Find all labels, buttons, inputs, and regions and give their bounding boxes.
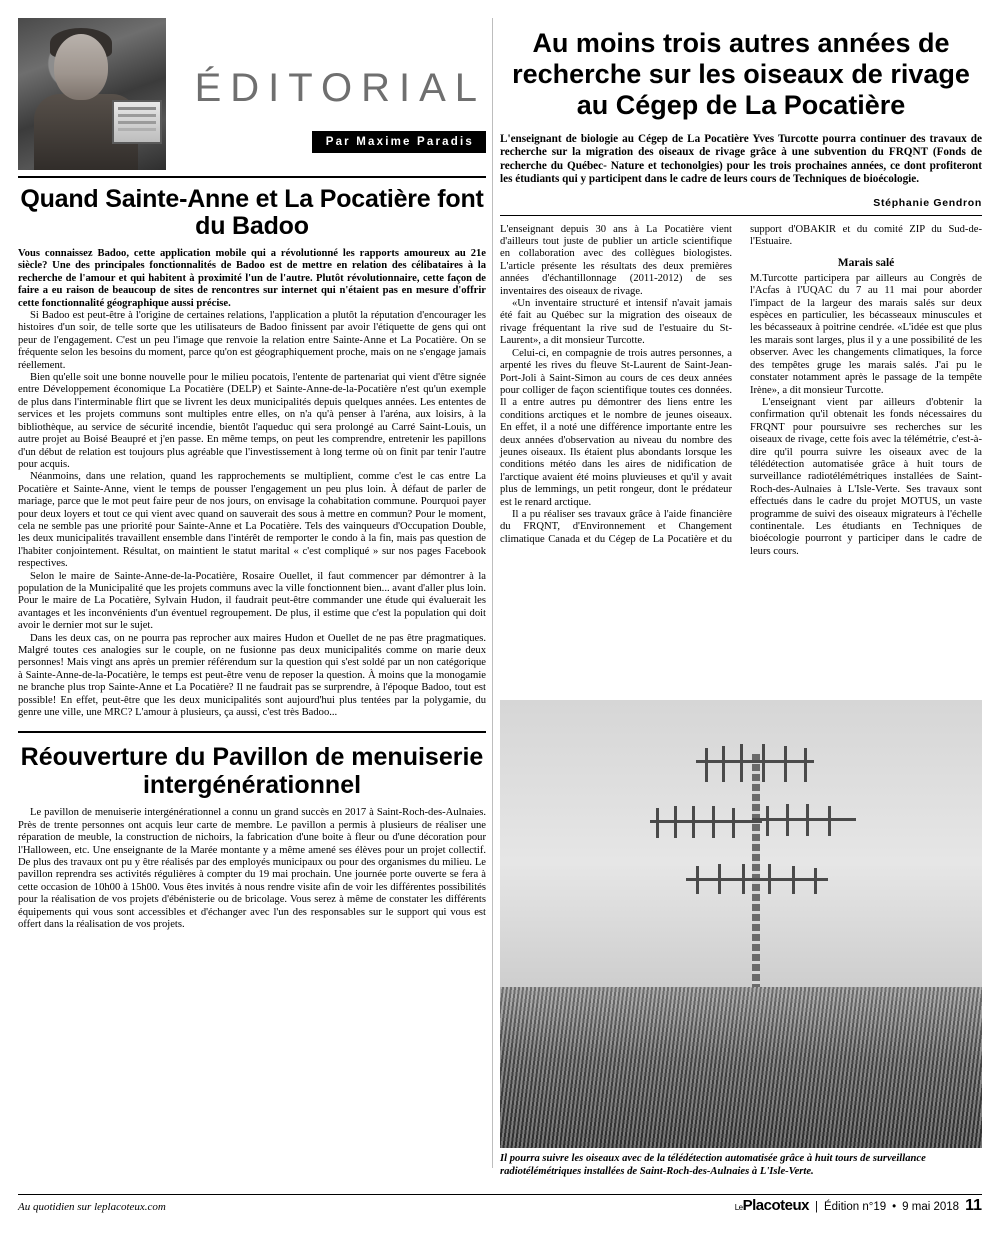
footer-edition: Édition n°19	[823, 1201, 887, 1213]
secondary-body	[18, 807, 486, 931]
columnist-photo	[18, 18, 166, 170]
editorial-paragraph: Dans les deux cas, on ne pourra pas reprocher aux maires Hudon et Ouellet de ne pas être pragmatiques. Malgré toutes ces analogies sur le couple, on ne fusionne pas deux municipalités comme on marie deux personnes! Mais vingt ans après un premier référendum sur la question qui s'est soldé par un non catégorique à Sainte-Anne-de-la-Pocatière, le temps est peut-être venu de reposer la question. À moins que la monogamie ne branche plus trop Sainte-Anne et La Pocatière? Il ne faudrait pas se surprendre, à l'époque Badoo, tout est possible! En effet, peut-être que les deux municipalités sont aujourd'hui plus tentées par la polygamie, du genre une ville, une MRC? L'amour à plusieurs, ça aussi, c'est très Badoo...	[18, 632, 486, 719]
main-paragraph: Il a pu réaliser ses travaux grâce à l'aide financière du FRQNT, d'Environnement et Changement climatique Canada et du Cégep de La Pocatière et du support d'OBAKIR et du comité ZIP du Sud-de-l'Estuaire.	[500, 223, 982, 545]
main-body	[500, 224, 982, 559]
page-footer	[18, 1194, 982, 1224]
editorial-header	[18, 18, 486, 170]
main-headline: Au moins trois autres années de recherche sur les oiseaux de rivage au Cégep de La Pocatière	[512, 28, 970, 120]
main-credit: Stéphanie Gendron	[873, 196, 982, 209]
rule-under-header	[18, 176, 486, 178]
main-paragraph: «Un inventaire structuré et intensif n'avait jamais été fait au Québec sur la migration des oiseaux de rivage fréquentant la rive sud de l'estuaire du St-Laurent», a dit monsieur Turcotte.	[500, 298, 732, 347]
main-paragraph: M.Turcotte participera par ailleurs au Congrès de l'Acfas à l'UQAC du 7 au 11 mai pour aborder l'impact de la largeur des marais salés sur deux espèces en particulier, les bécasseaux minuscules et les bécasseaux à poitrine cendrée. «L'idée est que plus les marais sont larges, plus il y a une possibilité de les observer. Avec les changements climatiques, la force des tempêtes gruge les marais salés. J'ai pu le constater notamment après le passage de la tempête Irène», a dit monsieur Turcotte.	[750, 272, 982, 396]
column-divider	[492, 18, 493, 1168]
masthead-logo-name: Placoteux	[742, 1197, 809, 1214]
secondary-paragraph: Le pavillon de menuiserie intergénérationnel a connu un grand succès en 2017 à Saint-Roch-des-Aulnaies. Près de trente personnes ont acquis leur carte de membre. Le pavillon a permis à plusieurs de réaliser une réparation de meuble, la construction de nichoirs, la fabrication d'une boite à fleur ou d'une décoration pour l'Halloween, etc. Une enseignante de la Marée montante y a même amené ses élèves pour un projet collectif. De plus des travaux ont pu y être réalisés par des employés municipaux ou pour des organismes du milieu. Le pavillon reprendra ses activités régulières à compter du 19 mai prochain. Une journée porte ouverte se fera à cette occasion de 10h00 à 15h00. Vous êtes invités à nous rendre visite afin de voir les différentes possibilités pour la réalisation de vos projets d'ébénisterie ou de bricolage. Vous serez à même de constater les différents équipements qui vous sont accessibles et d'échanger avec l'un des responsables sur le support qui vous est offert dans la réalisation de vos projets.	[18, 807, 486, 931]
footer-date: 9 mai 2018	[902, 1201, 960, 1213]
footer-separator: |	[814, 1201, 818, 1213]
antenna-photo	[500, 700, 982, 1148]
page-number: 11	[965, 1197, 982, 1214]
editorial-kicker: ÉDITORIAL	[194, 66, 486, 110]
main-paragraph: L'enseignant vient par ailleurs d'obtenir la confirmation qu'il obtenait les fonds nécessaires du FRQNT pour poursuivre ses recherches sur les oiseaux de rivage, cette fois avec la télémétrie, c'est-à-dire qu'il pourra suivre les oiseaux avec de la télédétection automatisée grâce à huit tours de surveillance radiotélémétriques installées de Saint-Roch-des-Aulnaies à L'Isle-Verte. Ses travaux sont effectués dans le cadre du projet MOTUS, un vaste programme de suivi des oiseaux migrateurs à l'échelle continentale. Les étudiants en Techniques de bioécologie pourront y participer dans le cadre de leurs cours.	[750, 396, 982, 557]
article-figure	[500, 700, 982, 1178]
editorial-paragraph: Néanmoins, dans une relation, quand les rapprochements se multiplient, comme c'est le cas entre La Pocatière et Sainte-Anne, vient le temps de pousser l'engagement un peu plus loin. À défaut de parler de mariage, parce que le mot peut faire peur de nos jours, on envisage la cohabitation commune. Pourquoi payer pour deux loyers et tout ce qui vient avec quand on sauverait des sous à mettre en commun? Pour le moment, cela ne semble pas une priorité pour Sainte-Anne et La Pocatière. Tels des vainqueurs d'Occupation Double, les deux municipalités travaillent ensemble dans l'intérêt de remporter le condo à la fin, mais pas question de l'habiter conjointement. Résultat, on maintient le statut marital « c'est compliqué » sur nos pages Facebook respectives.	[18, 471, 486, 570]
editorial-headline: Quand Sainte-Anne et La Pocatière font du Badoo	[20, 185, 484, 240]
main-article-column	[500, 18, 982, 558]
main-subhead: Marais salé	[837, 257, 895, 270]
editorial-paragraph: Bien qu'elle soit une bonne nouvelle pour le milieu pocatois, l'entente de partenariat qui vient d'être signée entre Développement économique La Pocatière (DELP) et Sainte-Anne-de-la-Pocatière n'est qu'un exemple de plus dans l'interminable flirt que se livrent les deux municipalités depuis quelques années. Les ententes de services et les projets communs sont multiples entre elles, on n'a qu'à penser à l'aréna, aux loisirs, à la bibliothèque, au service de sécurité incendie, bientôt l'aqueduc qui sera prolongé au Carré Saint-Louis, un autre projet au Boisé Beaupré et j'en passe. En même temps, on peut les comprendre, entretenir les papillons d'un début de relation est toujours plus agréable que l'investissement à long terme où on finit par tenir l'autre pour acquis.	[18, 372, 486, 470]
editorial-column	[18, 18, 486, 932]
rule-above-secondary	[18, 731, 486, 733]
editorial-byline: Par Maxime Paradis	[312, 131, 486, 153]
masthead-logo	[735, 1197, 809, 1214]
secondary-headline: Réouverture du Pavillon de menuiserie intergénérationnel	[20, 743, 484, 800]
main-deck: L'enseignant de biologie au Cégep de La Pocatière Yves Turcotte pourra continuer des travaux de recherche sur la migration des oiseaux de rivage grâce à une subvention du FRQNT (Fonds de recherche du Québec- Nature et techonolgies) pour les trois prochaines années, ce dont profiteront les étudiants qui y participent dans le cadre de leurs cours de Techniques de bioécologie.	[500, 133, 982, 186]
rule-under-credit	[500, 215, 982, 216]
footer-website: Au quotidien sur leplacoteux.com	[18, 1201, 166, 1213]
main-paragraph: L'enseignant depuis 30 ans à La Pocatière vient d'ailleurs tout juste de publier un article scientifique en collaboration avec des collègues biologistes. L'article présente les résultats des deux premières années d'échantillonnage (2011-2012) de ses inventaires des oiseaux de rivage.	[500, 223, 732, 297]
editorial-paragraph: Si Badoo est peut-être à l'origine de certaines relations, l'application a plutôt la réputation d'encourager les histoires d'un soir, de telle sorte que les utilisateurs de Badoo finissent par avoir l'étiquette de gens qui ont peur de l'engagement. C'est un peu l'image que renvoie la relation entre Sainte-Anne et La Pocatière. On se fréquente selon les besoins du moment, parce qu'on est géographiquement proche, mais on ne s'engage jamais réellement.	[18, 310, 486, 371]
masthead-logo-prefix: Le	[734, 1203, 743, 1212]
footer-dot: •	[892, 1201, 897, 1213]
editorial-body	[18, 248, 486, 719]
photo-caption: Il pourra suivre les oiseaux avec de la télédétection automatisée grâce à huit tours de surveillance radiotélémétriques installées de Saint-Roch-des-Aulnaies à L'Isle-Verte.	[500, 1153, 926, 1177]
editorial-paragraph: Selon le maire de Sainte-Anne-de-la-Pocatière, Rosaire Ouellet, il faut commencer par démontrer à la population de la Municipalité que les projets communs avec la ville fonctionnent bien... avant d'aller plus loin. Pour le maire de La Pocatière, Sylvain Hudon, il faudrait peut-être commander une étude qui évaluerait les avantages et les inconvénients d'un éventuel regroupement. De plus, il estime que c'est la population qui doit avoir le dernier mot sur le sujet.	[18, 570, 486, 632]
editorial-paragraph: Vous connaissez Badoo, cette application mobile qui a révolutionné les rapports amoureux au 21e siècle? Une des principales fonctionnalités de Badoo est de mettre en relation des célibataires à la recherche de l'amour et qui habitent à proximité l'un de l'autre. Plutôt révolutionnaire, cette façon de faire a eu raison de beaucoup de sites de rencontres sur internet qui n'étaient pas en mesure d'offrir cette fonctionnalité géographique aussi précise.	[18, 248, 486, 309]
main-paragraph: Celui-ci, en compagnie de trois autres personnes, a arpenté les rives du fleuve St-Laurent de Saint-Jean-Port-Joli à Saint-Simon au cours de ces deux années pour colliger de façon scientifique toutes ces données. Il a entre autres pu démontrer des liens entre les conditions arctiques et le nombre de jeunes oiseaux. En effet, il a noté une différence importante entre les deux années d'observation au niveau du nombre des jeunes oiseaux. Ils étaient plus abondants lorsque les conditions météo dans les aires de nidification de l'arctique avaient été moins pluvieuses et qu'il y avait plus de lemmings, un petit rongeur, dont le prédateur est le renard arctique.	[500, 347, 732, 508]
